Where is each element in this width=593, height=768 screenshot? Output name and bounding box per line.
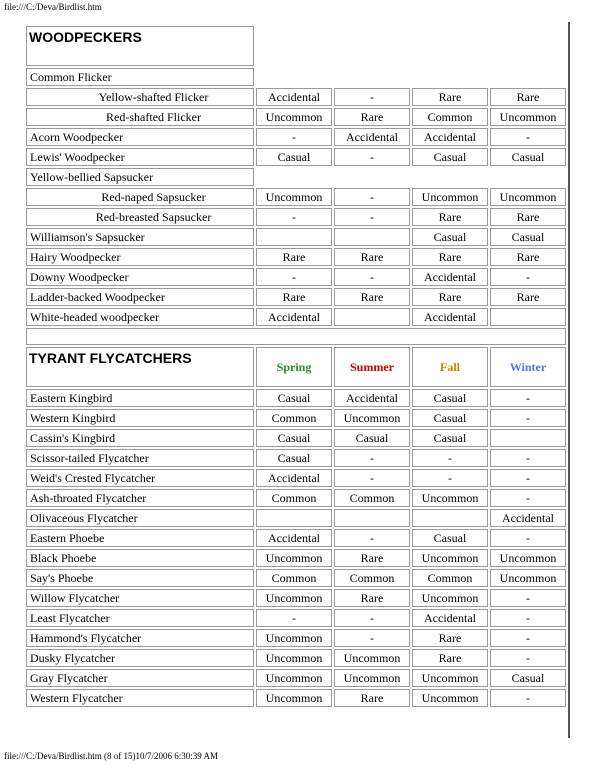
abundance-fall: Uncommon	[412, 188, 488, 206]
abundance-spring: Accidental	[256, 88, 332, 106]
abundance-summer: -	[334, 268, 410, 286]
page-divider-line	[568, 22, 570, 738]
abundance-fall: Uncommon	[412, 489, 488, 507]
species-row	[26, 669, 566, 687]
abundance-fall: -	[412, 469, 488, 487]
season-header-spring: Spring	[256, 347, 332, 387]
species-name: Scissor-tailed Flycatcher	[26, 449, 254, 467]
abundance-summer: -	[334, 208, 410, 226]
section-gap-row	[26, 328, 566, 345]
abundance-summer: -	[334, 609, 410, 627]
species-row	[26, 128, 566, 146]
species-name: Red-naped Sapsucker	[26, 188, 254, 206]
abundance-fall: Rare	[412, 248, 488, 266]
species-name: Ash-throated Flycatcher	[26, 489, 254, 507]
abundance-summer: -	[334, 188, 410, 206]
species-name: Dusky Flycatcher	[26, 649, 254, 667]
species-row	[26, 108, 566, 126]
abundance-winter: Casual	[490, 148, 566, 166]
species-name: Willow Flycatcher	[26, 589, 254, 607]
abundance-summer: Uncommon	[334, 409, 410, 427]
species-row	[26, 569, 566, 587]
abundance-fall: Accidental	[412, 609, 488, 627]
species-spacer-cell	[490, 168, 566, 186]
species-name: Western Kingbird	[26, 409, 254, 427]
abundance-fall: Uncommon	[412, 669, 488, 687]
woodpeckers-section-title: WOODPECKERS	[26, 26, 254, 66]
abundance-summer: Rare	[334, 549, 410, 567]
abundance-summer: Common	[334, 489, 410, 507]
species-row	[26, 389, 566, 407]
season-header-summer: Summer	[334, 347, 410, 387]
species-name: Gray Flycatcher	[26, 669, 254, 687]
abundance-summer: -	[334, 449, 410, 467]
abundance-summer	[334, 308, 410, 326]
species-row	[26, 228, 566, 246]
bird-checklist-table	[24, 24, 568, 709]
abundance-winter: -	[490, 128, 566, 146]
species-name: Say's Phoebe	[26, 569, 254, 587]
abundance-winter: -	[490, 649, 566, 667]
section-gap-cell	[26, 328, 566, 345]
species-row	[26, 308, 566, 326]
abundance-summer: Rare	[334, 689, 410, 707]
abundance-fall: Casual	[412, 429, 488, 447]
species-row	[26, 88, 566, 106]
species-name: Black Phoebe	[26, 549, 254, 567]
species-name: Ladder-backed Woodpecker	[26, 288, 254, 306]
abundance-spring: Uncommon	[256, 589, 332, 607]
abundance-spring: -	[256, 128, 332, 146]
abundance-spring: Common	[256, 489, 332, 507]
species-name: Eastern Kingbird	[26, 389, 254, 407]
species-spacer-cell	[412, 168, 488, 186]
abundance-spring: -	[256, 609, 332, 627]
abundance-fall: Casual	[412, 228, 488, 246]
species-row	[26, 449, 566, 467]
abundance-fall: Uncommon	[412, 689, 488, 707]
abundance-summer	[334, 228, 410, 246]
abundance-winter: -	[490, 268, 566, 286]
abundance-fall: Rare	[412, 288, 488, 306]
abundance-fall: Accidental	[412, 308, 488, 326]
abundance-summer	[334, 509, 410, 527]
species-name: Eastern Phoebe	[26, 529, 254, 547]
abundance-fall	[412, 509, 488, 527]
abundance-fall: Rare	[412, 629, 488, 647]
abundance-spring: Rare	[256, 288, 332, 306]
abundance-winter: -	[490, 689, 566, 707]
species-row	[26, 589, 566, 607]
abundance-winter: Rare	[490, 208, 566, 226]
species-row	[26, 629, 566, 647]
species-name: White-headed woodpecker	[26, 308, 254, 326]
species-name: Least Flycatcher	[26, 609, 254, 627]
section-header-spacer	[412, 26, 488, 66]
abundance-spring: -	[256, 208, 332, 226]
abundance-spring: Uncommon	[256, 188, 332, 206]
abundance-winter: Casual	[490, 669, 566, 687]
abundance-fall: Casual	[412, 148, 488, 166]
species-name: Yellow-bellied Sapsucker	[26, 168, 254, 186]
species-name: Cassin's Kingbird	[26, 429, 254, 447]
species-name: Hammond's Flycatcher	[26, 629, 254, 647]
abundance-spring: Accidental	[256, 469, 332, 487]
abundance-spring: Casual	[256, 429, 332, 447]
abundance-spring: Casual	[256, 389, 332, 407]
abundance-fall: Rare	[412, 88, 488, 106]
species-row	[26, 188, 566, 206]
abundance-summer: -	[334, 529, 410, 547]
species-name: Olivaceous Flycatcher	[26, 509, 254, 527]
abundance-winter: Rare	[490, 88, 566, 106]
abundance-spring	[256, 509, 332, 527]
abundance-spring: Casual	[256, 449, 332, 467]
abundance-summer: Uncommon	[334, 669, 410, 687]
bird-checklist-body	[26, 26, 566, 707]
abundance-winter: Rare	[490, 288, 566, 306]
abundance-winter	[490, 308, 566, 326]
species-row	[26, 489, 566, 507]
abundance-fall: Accidental	[412, 128, 488, 146]
abundance-summer: Common	[334, 569, 410, 587]
species-row	[26, 469, 566, 487]
species-row	[26, 549, 566, 567]
species-row	[26, 409, 566, 427]
abundance-summer: Accidental	[334, 389, 410, 407]
abundance-fall: Uncommon	[412, 589, 488, 607]
abundance-winter: Uncommon	[490, 108, 566, 126]
abundance-fall: Rare	[412, 208, 488, 226]
species-row	[26, 148, 566, 166]
species-spacer-cell	[256, 168, 332, 186]
abundance-summer: -	[334, 148, 410, 166]
species-name: Western Flycatcher	[26, 689, 254, 707]
abundance-fall: Casual	[412, 389, 488, 407]
section-header-spacer	[490, 26, 566, 66]
abundance-winter: -	[490, 589, 566, 607]
species-name: Downy Woodpecker	[26, 268, 254, 286]
species-row	[26, 429, 566, 447]
species-row	[26, 268, 566, 286]
abundance-winter: -	[490, 389, 566, 407]
abundance-winter: Rare	[490, 248, 566, 266]
abundance-spring: Uncommon	[256, 669, 332, 687]
species-name: Hairy Woodpecker	[26, 248, 254, 266]
species-name: Acorn Woodpecker	[26, 128, 254, 146]
abundance-winter: -	[490, 609, 566, 627]
abundance-fall: Casual	[412, 409, 488, 427]
abundance-summer: -	[334, 88, 410, 106]
species-spacer-cell	[412, 68, 488, 86]
abundance-fall: Casual	[412, 529, 488, 547]
species-name: Williamson's Sapsucker	[26, 228, 254, 246]
abundance-winter: Uncommon	[490, 569, 566, 587]
abundance-winter: Accidental	[490, 509, 566, 527]
abundance-winter: -	[490, 449, 566, 467]
abundance-summer: -	[334, 469, 410, 487]
species-spacer-cell	[334, 68, 410, 86]
abundance-winter: Casual	[490, 228, 566, 246]
abundance-winter: Uncommon	[490, 549, 566, 567]
species-name: Red-breasted Sapsucker	[26, 208, 254, 226]
abundance-winter: -	[490, 489, 566, 507]
abundance-winter: -	[490, 469, 566, 487]
abundance-summer: Rare	[334, 288, 410, 306]
abundance-spring: Uncommon	[256, 549, 332, 567]
abundance-spring: Rare	[256, 248, 332, 266]
abundance-spring: Uncommon	[256, 108, 332, 126]
abundance-fall: Rare	[412, 649, 488, 667]
section-header-spacer	[334, 26, 410, 66]
species-row	[26, 529, 566, 547]
species-spacer-cell	[334, 168, 410, 186]
abundance-winter: -	[490, 629, 566, 647]
abundance-winter	[490, 429, 566, 447]
abundance-summer: Casual	[334, 429, 410, 447]
abundance-spring: Accidental	[256, 308, 332, 326]
species-row	[26, 168, 566, 186]
abundance-winter: -	[490, 529, 566, 547]
abundance-spring: Common	[256, 569, 332, 587]
species-row	[26, 208, 566, 226]
abundance-fall: -	[412, 449, 488, 467]
abundance-spring	[256, 228, 332, 246]
abundance-summer: Rare	[334, 589, 410, 607]
flycatchers-section-header-row	[26, 347, 566, 387]
species-row	[26, 649, 566, 667]
abundance-fall: Common	[412, 569, 488, 587]
abundance-fall: Common	[412, 108, 488, 126]
abundance-summer: -	[334, 629, 410, 647]
season-header-winter: Winter	[490, 347, 566, 387]
abundance-spring: Accidental	[256, 529, 332, 547]
abundance-fall: Uncommon	[412, 549, 488, 567]
abundance-spring: Uncommon	[256, 689, 332, 707]
species-name: Lewis' Woodpecker	[26, 148, 254, 166]
species-row	[26, 509, 566, 527]
species-name: Red-shafted Flicker	[26, 108, 254, 126]
woodpeckers-section-header-row	[26, 26, 566, 66]
species-row	[26, 689, 566, 707]
abundance-summer: Accidental	[334, 128, 410, 146]
abundance-summer: Rare	[334, 108, 410, 126]
abundance-fall: Accidental	[412, 268, 488, 286]
species-spacer-cell	[490, 68, 566, 86]
browser-header-path: file:///C:/Deva/Birdlist.htm	[4, 2, 102, 12]
abundance-spring: Uncommon	[256, 629, 332, 647]
flycatchers-section-title: TYRANT FLYCATCHERS	[26, 347, 254, 387]
species-row	[26, 609, 566, 627]
section-header-spacer	[256, 26, 332, 66]
abundance-winter: -	[490, 409, 566, 427]
abundance-spring: Casual	[256, 148, 332, 166]
browser-footer-path: file:///C:/Deva/Birdlist.htm (8 of 15)10/7/2006 6:30:39 AM	[4, 751, 218, 761]
species-name: Weid's Crested Flycatcher	[26, 469, 254, 487]
species-name: Common Flicker	[26, 68, 254, 86]
abundance-winter: Uncommon	[490, 188, 566, 206]
season-header-fall: Fall	[412, 347, 488, 387]
species-row	[26, 288, 566, 306]
abundance-spring: Common	[256, 409, 332, 427]
abundance-summer: Rare	[334, 248, 410, 266]
species-row	[26, 248, 566, 266]
abundance-spring: -	[256, 268, 332, 286]
species-row	[26, 68, 566, 86]
species-name: Yellow-shafted Flicker	[26, 88, 254, 106]
abundance-spring: Uncommon	[256, 649, 332, 667]
species-spacer-cell	[256, 68, 332, 86]
abundance-summer: Uncommon	[334, 649, 410, 667]
